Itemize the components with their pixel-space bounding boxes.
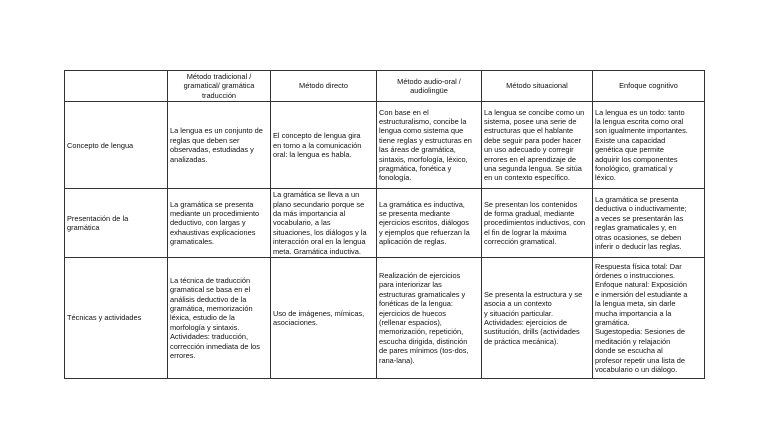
table-row bbox=[65, 102, 705, 189]
table-row bbox=[65, 189, 705, 258]
row-label: Presentación de la gramática bbox=[65, 189, 168, 258]
header-cell-metodo-tradicional: Método tradicional / gramatical/ gramática traducción bbox=[168, 71, 271, 102]
table-cell: La lengua es un conjunto de reglas que deben ser observadas, estudiadas y analizadas. bbox=[168, 102, 271, 189]
table-cell: La lengua es un todo: tanto la lengua escrita como oral son igualmente importantes. Existe una capacidad genética que permite adquirir los componentes fonológico, gramatical y léxico. bbox=[593, 102, 705, 189]
comparison-table bbox=[64, 70, 705, 379]
header-cell-metodo-situacional: Método situacional bbox=[482, 71, 593, 102]
table-row bbox=[65, 258, 705, 379]
table-cell: Realización de ejercicios para interiorizar las estructuras gramaticales y fonéticas de la lengua: ejercicios de huecos (rellenar espacios), memorización, repetición, escucha dirigida, distinción de pares mínimos (tos-dos, rana-lana). bbox=[377, 258, 482, 379]
header-cell-enfoque-cognitivo: Enfoque cognitivo bbox=[593, 71, 705, 102]
document-page bbox=[64, 70, 704, 379]
header-cell-metodo-directo: Método directo bbox=[271, 71, 377, 102]
row-label: Concepto de lengua bbox=[65, 102, 168, 189]
table-cell: La técnica de traducción gramatical se basa en el análisis deductivo de la gramática, memorización léxica, estudio de la morfología y sintaxis. Actividades: traducción, corrección inmediata de los errores. bbox=[168, 258, 271, 379]
table-cell: Se presenta la estructura y se asocia a un contexto y situación particular. Actividades: ejercicios de sustitución, drills (actividades de práctica mecánica). bbox=[482, 258, 593, 379]
table-cell: La lengua se concibe como un sistema, posee una serie de estructuras que el hablante debe seguir para poder hacer un uso adecuado y corregir errores en el aprendizaje de una segunda lengua. Se sitúa en un contexto específico. bbox=[482, 102, 593, 189]
row-label: Técnicas y actividades bbox=[65, 258, 168, 379]
table-cell: Con base en el estructuralismo, concibe la lengua como sistema que tiene reglas y estructuras en las áreas de gramática, sintaxis, morfología, léxico, pragmática, fonética y fonología. bbox=[377, 102, 482, 189]
table-cell: Respuesta física total: Dar órdenes o instrucciones. Enfoque natural: Exposición e inmersión del estudiante a la lengua meta, sin darle mucha importancia a la gramática. Sugestopedia: Sesiones de meditación y relajación donde se escucha al profesor repetir una lista de vocabulario o un diálogo. bbox=[593, 258, 705, 379]
table-cell: La gramática se lleva a un plano secundario porque se da más importancia al vocabulario, a las situaciones, los diálogos y la interacción oral en la lengua meta. Gramática inductiva. bbox=[271, 189, 377, 258]
header-cell-empty bbox=[65, 71, 168, 102]
table-cell: La gramática se presenta mediante un procedimiento deductivo, con largas y exhaustivas explicaciones gramaticales. bbox=[168, 189, 271, 258]
table-cell: La gramática se presenta deductiva o inductivamente; a veces se presentarán las reglas gramaticales y, en otras ocasiones, se deben inferir o deducir las reglas. bbox=[593, 189, 705, 258]
table-cell: Se presentan los contenidos de forma gradual, mediante procedimientos inductivos, con el fin de lograr la máxima corrección gramatical. bbox=[482, 189, 593, 258]
table-cell: La gramática es inductiva, se presenta mediante ejercicios escritos, diálogos y ejemplos que refuerzan la aplicación de reglas. bbox=[377, 189, 482, 258]
header-row bbox=[65, 71, 705, 102]
header-cell-metodo-audio-oral: Método audio-oral / audiolingüe bbox=[377, 71, 482, 102]
table-cell: Uso de imágenes, mímicas, asociaciones. bbox=[271, 258, 377, 379]
table-cell: El concepto de lengua gira en torno a la comunicación oral: la lengua es habla. bbox=[271, 102, 377, 189]
